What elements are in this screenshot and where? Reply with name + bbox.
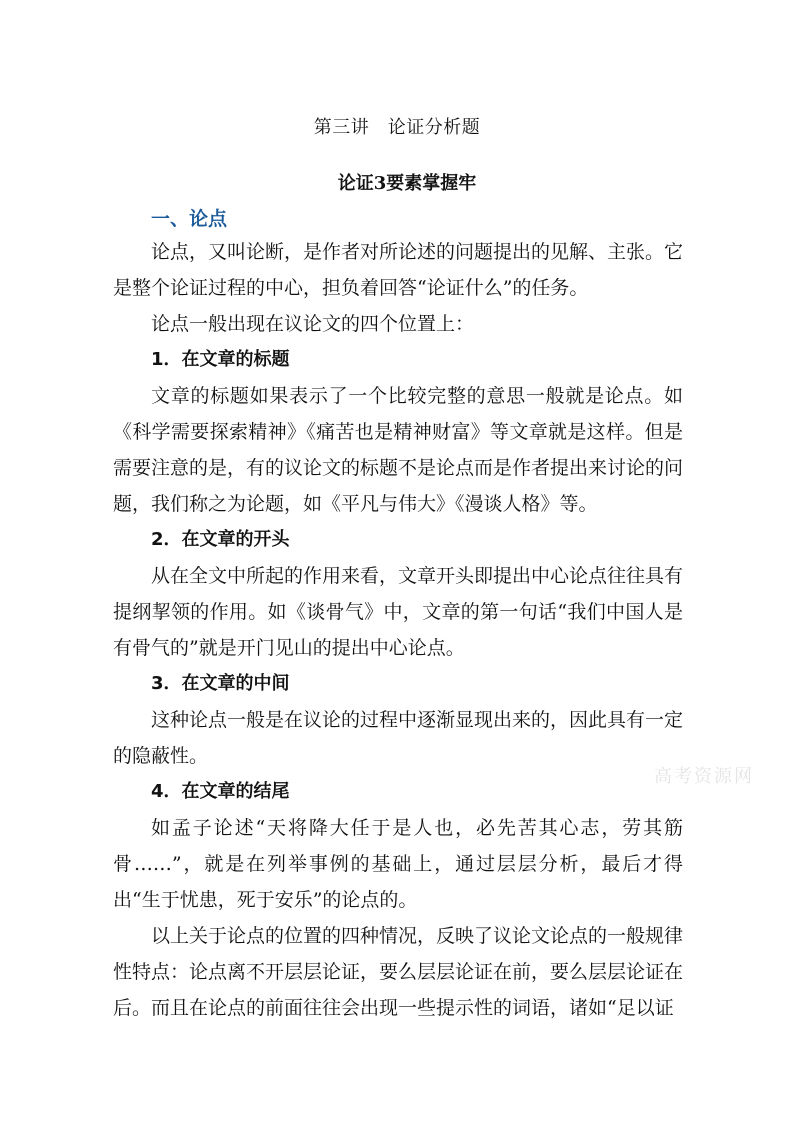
section-title: 论证3要素掌握牢	[337, 173, 477, 194]
paragraph-beginning-position: 从在全文中所起的作用来看，文章开头即提出中心论点往往具有提纲挈领的作用。如《谈骨气》中，文章的第一句话“我们中国人是有骨气的”就是开门见山的提出中心论点。	[113, 565, 684, 659]
subheading-title-position: 1．在文章的标题	[151, 349, 290, 370]
paragraph-middle-position: 这种论点一般是在议论的过程中逐渐显现出来的，因此具有一定的隐蔽性。	[113, 709, 684, 767]
lecture-title: 第三讲 论证分析题	[313, 117, 481, 138]
paragraph-definition: 论点，又叫论断，是作者对所论述的问题提出的见解、主张。它是整个论证过程的中心，担负着回答“论证什么”的任务。	[113, 241, 684, 299]
document-body	[113, 204, 683, 1026]
paragraph-title-position: 文章的标题如果表示了一个比较完整的意思一般就是论点。如《科学需要探索精神》《痛苦也是精神财富》等文章就是这样。但是需要注意的是，有的议论文的标题不是论点而是作者提出来讨论的问题，我们称之为论题，如《平凡与伟大》《漫谈人格》等。	[113, 385, 684, 515]
subheading-middle-position: 3．在文章的中间	[151, 673, 290, 694]
paragraph-conclusion: 以上关于论点的位置的四种情况，反映了议论文论点的一般规律性特点：论点离不开层层论证，要么层层论证在前，要么层层论证在后。而且在论点的前面往往会出现一些提示性的词语，诸如“足以证	[113, 925, 684, 1019]
watermark: 高考资源网	[654, 766, 754, 787]
paragraph-ending-position: 如孟子论述“天将降大任于是人也，必先苦其心志，劳其筋骨……”，就是在列举事例的基础上，通过层层分析，最后才得出“生于忧患，死于安乐”的论点的。	[113, 817, 683, 911]
paragraph-positions-intro: 论点一般出现在议论文的四个位置上：	[151, 313, 475, 335]
subheading-beginning-position: 2．在文章的开头	[151, 529, 290, 550]
subheading-ending-position: 4．在文章的结尾	[151, 781, 290, 802]
heading-lundian: 一、论点	[151, 208, 228, 230]
